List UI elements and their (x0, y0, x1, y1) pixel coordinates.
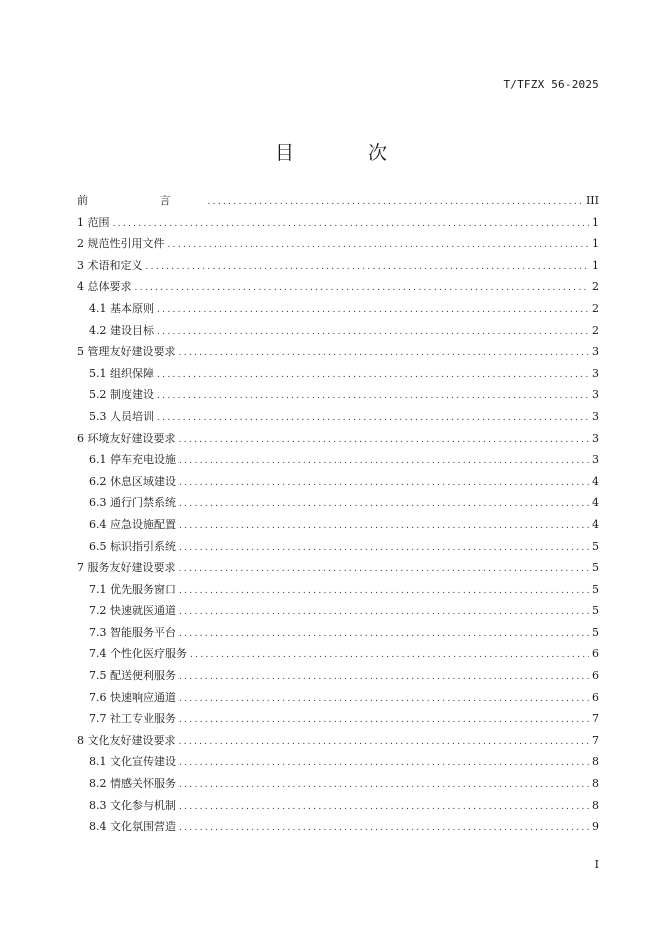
toc-dot-leader (157, 322, 589, 344)
toc-entry-page: 5 (592, 625, 599, 639)
toc-entry-page: 2 (592, 301, 599, 315)
toc-entry[interactable] (77, 428, 599, 450)
toc-entry-page: 5 (592, 561, 599, 575)
toc-entry[interactable] (77, 773, 599, 795)
toc-entry-page: 6 (592, 669, 599, 683)
toc-entry[interactable] (77, 471, 599, 493)
toc-entry-label: 7 服务友好建设要求 (77, 561, 176, 575)
toc-entry-page: 7 (592, 733, 599, 747)
toc-dot-leader (157, 365, 589, 387)
toc-entry[interactable] (77, 212, 599, 234)
toc-dot-leader (179, 559, 590, 581)
toc-entry-label: 8.2 情感关怀服务 (89, 777, 176, 791)
document-id: T/TFZX 56-2025 (503, 78, 599, 91)
toc-entry[interactable] (77, 341, 599, 363)
toc-entry[interactable] (77, 255, 599, 277)
toc-entry[interactable] (77, 795, 599, 817)
toc-entry-label: 8.3 文化参与机制 (89, 798, 176, 812)
toc-entry[interactable] (77, 751, 599, 773)
toc-entry-label: 5.2 制度建设 (89, 388, 154, 402)
toc-entry-page: 3 (592, 453, 599, 467)
toc-entry-label: 7.2 快速就医通道 (89, 604, 176, 618)
toc-entry-label: 7.5 配送便利服务 (89, 669, 176, 683)
toc-entry[interactable] (77, 687, 599, 709)
toc-dot-leader (168, 235, 590, 257)
toc-entry-page: 5 (592, 582, 599, 596)
toc-entry[interactable] (77, 298, 599, 320)
toc-entry-label: 7.1 优先服务窗口 (89, 582, 176, 596)
toc-entry-page: 4 (592, 474, 599, 488)
toc-dot-leader (190, 645, 589, 667)
toc-entry[interactable] (77, 665, 599, 687)
toc-entry-label: 6.5 标识指引系统 (89, 539, 176, 553)
toc-entry-label: 5.1 组织保障 (89, 366, 154, 380)
toc-entry[interactable] (77, 492, 599, 514)
table-of-contents (77, 190, 599, 838)
toc-entry-page: 2 (592, 280, 599, 294)
toc-entry-label: 8.1 文化宣传建设 (89, 755, 176, 769)
toc-entry-label: 7.3 智能服务平台 (89, 625, 176, 639)
toc-entry-page: 5 (592, 604, 599, 618)
toc-dot-leader (179, 753, 589, 775)
page-title: 目 次 (274, 142, 422, 164)
toc-entry[interactable] (77, 406, 599, 428)
toc-entry-label: 5.3 人员培训 (89, 409, 154, 423)
toc-dot-leader (135, 278, 590, 300)
toc-entry-page: 3 (592, 345, 599, 359)
toc-entry-label: 6.1 停车充电设施 (89, 453, 176, 467)
toc-entry[interactable] (77, 600, 599, 622)
toc-entry[interactable] (77, 384, 599, 406)
toc-entry[interactable] (77, 320, 599, 342)
toc-dot-leader (157, 408, 589, 430)
toc-entry-label: 前 言 (77, 194, 205, 207)
toc-entry-label: 6.2 休息区域建设 (89, 474, 176, 488)
toc-entry-label: 7.6 快速响应通道 (89, 690, 176, 704)
toc-dot-leader (179, 818, 589, 840)
toc-entry-label: 1 范围 (77, 215, 110, 229)
toc-entry-page: 4 (592, 496, 599, 510)
toc-entry[interactable] (77, 643, 599, 665)
toc-entry-page: 8 (592, 798, 599, 812)
toc-entry-label: 4 总体要求 (77, 280, 132, 294)
toc-entry-page: 8 (592, 777, 599, 791)
toc-dot-leader (179, 494, 589, 516)
toc-entry-page: III (585, 194, 599, 207)
toc-dot-leader (179, 667, 589, 689)
toc-entry-page: 1 (592, 258, 599, 272)
toc-dot-leader (179, 797, 589, 819)
toc-dot-leader (179, 451, 589, 473)
toc-entry-page: 1 (592, 215, 599, 229)
toc-entry[interactable] (77, 730, 599, 752)
toc-dot-leader (179, 516, 589, 538)
toc-entry-label: 5 管理友好建设要求 (77, 345, 176, 359)
toc-dot-leader (157, 300, 589, 322)
toc-dot-leader (179, 581, 589, 603)
toc-entry-page: 3 (592, 431, 599, 445)
toc-dot-leader (179, 624, 589, 646)
toc-dot-leader (179, 430, 590, 452)
toc-entry[interactable] (77, 536, 599, 558)
toc-entry-page: 5 (592, 539, 599, 553)
toc-entry-page: 3 (592, 409, 599, 423)
toc-dot-leader (179, 538, 589, 560)
toc-entry[interactable] (77, 816, 599, 838)
toc-dot-leader (113, 214, 590, 236)
toc-entry-page: 6 (592, 647, 599, 661)
toc-entry[interactable] (77, 622, 599, 644)
toc-entry-page: 7 (592, 712, 599, 726)
toc-entry-page: 9 (592, 820, 599, 834)
footer-page-number: I (594, 858, 599, 871)
toc-dot-leader (157, 386, 589, 408)
toc-dot-leader (179, 710, 589, 732)
toc-entry-label: 3 术语和定义 (77, 258, 143, 272)
toc-entry-page: 4 (592, 517, 599, 531)
toc-entry-label: 6.3 通行门禁系统 (89, 496, 176, 510)
toc-entry[interactable] (77, 449, 599, 471)
toc-dot-leader (179, 689, 589, 711)
toc-dot-leader (179, 602, 589, 624)
toc-entry-label: 6.4 应急设施配置 (89, 517, 176, 531)
toc-entry[interactable] (77, 276, 599, 298)
toc-dot-leader (208, 192, 583, 214)
toc-entry-label: 6 环境友好建设要求 (77, 431, 176, 445)
toc-entry-label: 4.2 建设目标 (89, 323, 154, 337)
toc-entry-page: 3 (592, 388, 599, 402)
toc-entry-label: 4.1 基本原则 (89, 301, 154, 315)
toc-dot-leader (146, 257, 590, 279)
toc-entry[interactable] (77, 708, 599, 730)
toc-entry-page: 6 (592, 690, 599, 704)
toc-entry-page: 8 (592, 755, 599, 769)
toc-dot-leader (179, 732, 590, 754)
toc-entry[interactable] (77, 233, 599, 255)
toc-entry-label: 8.4 文化氛围营造 (89, 820, 176, 834)
toc-entry[interactable] (77, 579, 599, 601)
toc-dot-leader (179, 473, 589, 495)
toc-entry-label: 7.4 个性化医疗服务 (89, 647, 187, 661)
toc-entry[interactable] (77, 190, 599, 212)
toc-entry[interactable] (77, 514, 599, 536)
toc-entry[interactable] (77, 363, 599, 385)
toc-dot-leader (179, 775, 589, 797)
toc-entry-page: 2 (592, 323, 599, 337)
toc-entry-label: 8 文化友好建设要求 (77, 733, 176, 747)
toc-dot-leader (179, 343, 590, 365)
toc-entry[interactable] (77, 557, 599, 579)
toc-entry-label: 7.7 社工专业服务 (89, 712, 176, 726)
toc-entry-page: 3 (592, 366, 599, 380)
toc-entry-page: 1 (592, 237, 599, 251)
toc-entry-label: 2 规范性引用文件 (77, 237, 165, 251)
